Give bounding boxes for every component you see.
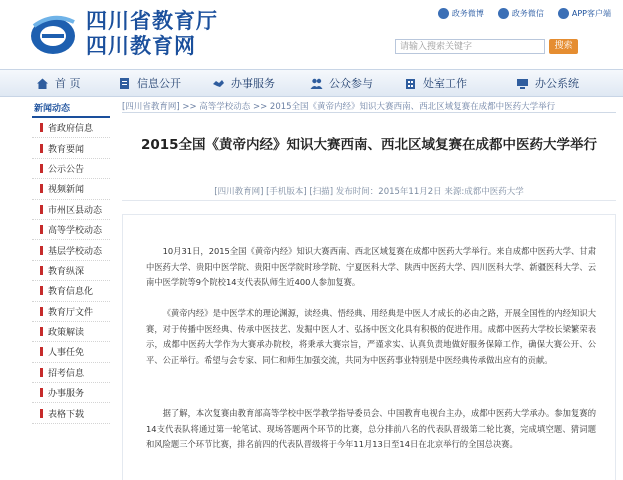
top-links <box>438 8 611 19</box>
site-header <box>0 0 623 66</box>
sidebar-item[interactable]: 基层学校动态 <box>32 240 110 260</box>
people-icon <box>310 77 323 90</box>
search-button[interactable]: 搜索 <box>549 39 578 54</box>
bullet-icon <box>40 205 43 214</box>
article-title: 2015全国《黄帝内经》知识大赛西南、西北区域复赛在成都中医药大学举行 <box>140 137 598 153</box>
breadcrumb[interactable]: [四川省教育网] >> 高等学校动态 >> 2015全国《黄帝内经》知识大赛西南、西北区域复赛在成都中医药大学举行 <box>122 102 556 112</box>
main-nav <box>0 69 623 97</box>
site-title-line2: 四川教育网 <box>86 33 196 58</box>
sidebar-item[interactable]: 办事服务 <box>32 383 110 403</box>
meta-divider <box>122 200 616 201</box>
bullet-icon <box>40 388 43 397</box>
home-icon <box>36 77 49 90</box>
site-title-line1: 四川省教育厅 <box>86 8 218 33</box>
nav-office-system[interactable]: 办公系统 <box>516 70 579 96</box>
bullet-icon <box>40 123 43 132</box>
nav-info-public[interactable]: 信息公开 <box>118 70 181 96</box>
bullet-icon <box>40 368 43 377</box>
site-logo-icon[interactable] <box>28 12 78 56</box>
bullet-icon <box>40 184 43 193</box>
wechat-link[interactable]: 政务微信 <box>498 8 544 19</box>
bullet-icon <box>40 286 43 295</box>
breadcrumb-divider <box>122 112 616 113</box>
app-link[interactable]: APP客户端 <box>558 8 611 19</box>
sidebar-item[interactable]: 教育厅文件 <box>32 302 110 322</box>
sidebar-heading[interactable]: 新闻动态 <box>32 99 110 118</box>
site-title[interactable] <box>86 8 218 58</box>
bullet-icon <box>40 164 43 173</box>
sidebar-item[interactable]: 教育要闻 <box>32 138 110 158</box>
article-paragraph-2: 《黄帝内经》是中医学术的理论渊源，读经典、悟经典、用经典是中医人才成长的必由之路，开展全国性的内经知识大赛，对于传播中医经典、传承中医技艺、发掘中医人才、弘扬中医文化具有积极的促进作用。成都中医药大学校长梁繁荣表示，成都中医药大学作为大赛承办院校，将秉承大赛宗旨，严谨求实、认真负责地做好服务保障工作，确保大赛公开、公平、公正举行。希望与会专家、同仁和师生加强交流，共同为中医药事业特别是中医经典传承做出应有的贡献。 <box>146 308 596 365</box>
weibo-link[interactable]: 政务微博 <box>438 8 484 19</box>
search-input[interactable]: 请输入搜索关键字 <box>395 39 545 54</box>
wechat-icon <box>498 8 509 19</box>
bullet-icon <box>40 347 43 356</box>
handshake-icon <box>212 77 225 90</box>
article-paragraph-1: 10月31日，2015全国《黄帝内经》知识大赛西南、西北区域复赛在成都中医药大学举行。来自成都中医药大学、甘肃中医药大学、贵阳中医学院、贵阳中医学院时珍学院、宁夏医科大学、陕西中医药大学、四川医科大学、新疆医科大学、云南中医学院等9个院校14支代表队师生近400人参加复赛。 <box>146 246 596 287</box>
nav-department[interactable]: 处室工作 <box>404 70 467 96</box>
bullet-icon <box>40 246 43 255</box>
nav-participation[interactable]: 公众参与 <box>310 70 373 96</box>
building-icon <box>404 77 417 90</box>
article-paragraph-3: 据了解，本次复赛由教育部高等学校中医学教学指导委员会、中国教育电视台主办，成都中医药大学承办。参加复赛的14支代表队将通过第一轮笔试、现场答题两个环节的比赛，总分排前八名的代表队晋级第二轮比赛，完成填空题、猜词题和风险题三个环节比赛，排名前四的代表队晋级将于今年11月13日至14日在北京举行的全国总决赛。 <box>146 408 596 449</box>
sidebar-item[interactable]: 表格下载 <box>32 403 110 423</box>
computer-icon <box>516 77 529 90</box>
nav-services[interactable]: 办事服务 <box>212 70 275 96</box>
bullet-icon <box>40 225 43 234</box>
weibo-icon <box>438 8 449 19</box>
app-icon <box>558 8 569 19</box>
document-icon <box>118 77 131 90</box>
sidebar-item[interactable]: 教育信息化 <box>32 281 110 301</box>
sidebar-item[interactable]: 招考信息 <box>32 363 110 383</box>
bullet-icon <box>40 307 43 316</box>
sidebar-item[interactable]: 市州区县动态 <box>32 200 110 220</box>
nav-home[interactable]: 首 页 <box>36 70 81 96</box>
bullet-icon <box>40 327 43 336</box>
sidebar-item[interactable]: 人事任免 <box>32 342 110 362</box>
sidebar <box>32 99 110 424</box>
article-meta: [四川教育网] [手机版本] [扫描] 发布时间：2015年11月2日 来源:成都中医药大学 <box>214 187 524 197</box>
sidebar-item[interactable]: 视频新闻 <box>32 179 110 199</box>
sidebar-item[interactable]: 省政府信息 <box>32 118 110 138</box>
sidebar-item[interactable]: 政策解读 <box>32 322 110 342</box>
bullet-icon <box>40 144 43 153</box>
sidebar-item[interactable]: 高等学校动态 <box>32 220 110 240</box>
bullet-icon <box>40 409 43 418</box>
sidebar-item[interactable]: 教育纵深 <box>32 261 110 281</box>
bullet-icon <box>40 266 43 275</box>
sidebar-item[interactable]: 公示公告 <box>32 159 110 179</box>
